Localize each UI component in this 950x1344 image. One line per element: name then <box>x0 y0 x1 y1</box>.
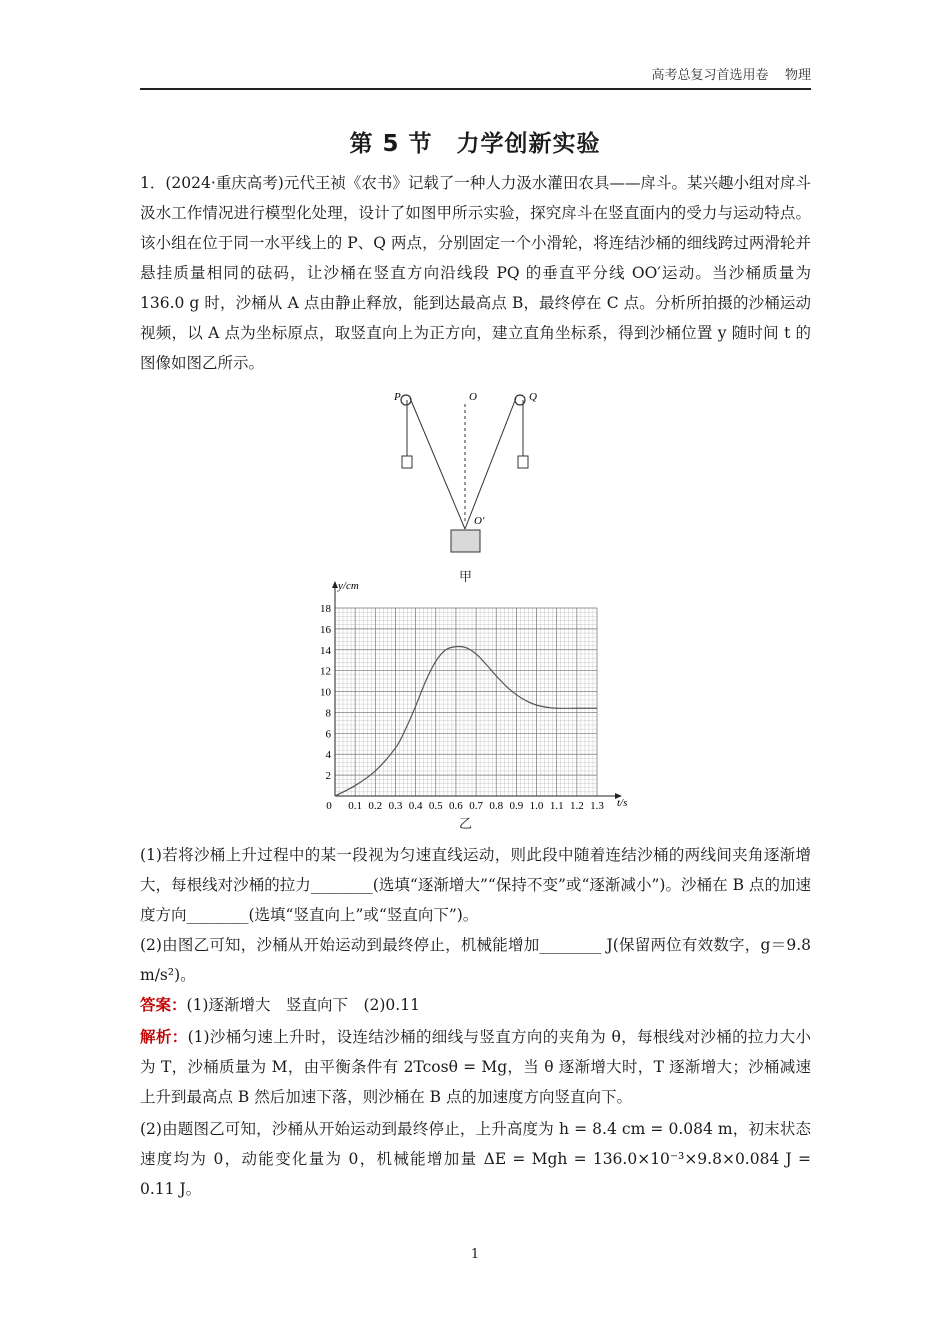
chart-xlabel: t/s <box>617 797 628 809</box>
y-tick-label: 18 <box>320 603 331 615</box>
problem-intro: 1．(2024·重庆高考)元代王祯《农书》记载了一种人力汲水灌田农具——戽斗。某兴趣小组对戽斗汲水工作情况进行模型化处理，设计了如图甲所示实验，探究戽斗在竖直面内的受力与运动特点。该小组在位于同一水平线上的 P、Q 两点，分别固定一个小滑轮，将连结沙桶的细线跨过两滑轮并悬挂质量相同的砝码，让沙桶在竖直方向沿线段 PQ 的垂直平分线 OO′运动。当沙桶质量为 136.0 g 时，沙桶从 A 点由静止释放，能到达最高点 B，最终停在 C 点。分析所拍摄的沙桶运动视频，以 A 点为坐标原点，取竖直向上为正方向，建立直角坐标系，得到沙桶位置 y 随时间 t 的图像如图乙所示。 <box>140 174 811 372</box>
x-tick-label: 0.7 <box>469 800 483 812</box>
analysis-1 <box>140 1022 811 1112</box>
x-tick-label: 0.8 <box>489 800 504 812</box>
section-title <box>0 125 950 158</box>
chart-grid-major <box>335 608 597 796</box>
x-tick-label: 1.1 <box>549 800 564 812</box>
label-o: O <box>469 391 477 403</box>
chart-y-ticks <box>320 603 332 782</box>
y-tick-label: 16 <box>320 623 331 636</box>
string-q-bucket <box>465 398 516 529</box>
sand-bucket <box>451 530 480 552</box>
x-tick-label: 0 <box>326 800 332 812</box>
label-p: P <box>394 391 401 403</box>
x-tick-label: 1.2 <box>569 800 584 812</box>
chart-grid-minor <box>335 608 597 796</box>
x-tick-label: 1.3 <box>590 800 604 812</box>
label-q: Q <box>529 391 537 403</box>
string-p-bucket <box>410 398 465 529</box>
x-tick-label: 0.2 <box>368 800 383 812</box>
x-tick-label: 0.1 <box>348 800 363 812</box>
y-tick-label: 6 <box>325 728 331 741</box>
y-tick-label: 4 <box>325 749 331 762</box>
chart-x-ticks <box>326 800 604 812</box>
analysis-2: (2)由题图乙可知，沙桶从开始运动到最终停止，上升高度为 h = 8.4 cm = 0.084 m，初末状态速度均为 0，动能变化量为 0，机械能增加量 ΔE = Mgh = 136.0×10⁻³×9.8×0.084 J = 0.11 J。 <box>140 1120 811 1198</box>
figure-jia <box>380 386 560 586</box>
chart-series-line <box>335 646 597 796</box>
y-tick-label: 14 <box>320 644 331 657</box>
section-title-text: 第 5 节 力学创新实验 <box>349 131 601 157</box>
x-tick-label: 0.4 <box>408 800 423 812</box>
analysis-label: 解析： <box>140 1027 188 1046</box>
y-tick-label: 10 <box>320 686 331 699</box>
y-tick-label: 8 <box>325 707 331 720</box>
pulley-p <box>401 395 411 405</box>
question-2: (2)由图乙可知，沙桶从开始运动到最终停止，机械能增加________ J(保留两位有效数字，g＝9.8 m/s²)。 <box>140 936 811 984</box>
x-tick-label: 0.5 <box>428 800 443 812</box>
weight-q <box>518 456 528 468</box>
question-1: (1)若将沙桶上升过程中的某一段视为匀速直线运动，则此段中随着连结沙桶的两线间夹角逐渐增大，每根线对沙桶的拉力________(选填“逐渐增大”“保持不变”或“逐渐减小”)。沙桶在 B 点的加速度方向________(选填“竖直向上”或“竖直向下”)。 <box>140 846 811 924</box>
weight-p <box>402 456 412 468</box>
figure-jia-caption: 甲 <box>459 570 473 585</box>
analysis-1-text: (1)沙桶匀速上升时，设连结沙桶的细线与竖直方向的夹角为 θ，每根线对沙桶的拉力大小为 T，沙桶质量为 M，由平衡条件有 2Tcosθ = Mg，当 θ 逐渐增大时，T 逐渐增大；沙桶减速上升到最高点 B 然后加速下落，则沙桶在 B 点的加速度方向竖直向下。 <box>140 1028 811 1106</box>
x-tick-label: 0.3 <box>388 800 403 812</box>
page-header <box>140 66 811 90</box>
chart-ylabel: y/cm <box>338 580 359 592</box>
x-tick-label: 1.0 <box>529 800 544 812</box>
label-o-prime: O′ <box>474 515 485 527</box>
header-text: 高考总复习首选用卷 物理 <box>651 68 811 83</box>
figure-yi-chart <box>305 578 645 813</box>
answer-line <box>140 990 811 1020</box>
y-tick-label: 2 <box>325 770 331 783</box>
figure-yi-caption: 乙 <box>459 817 473 832</box>
x-tick-label: 0.6 <box>449 800 463 812</box>
x-tick-label: 0.9 <box>509 800 524 812</box>
y-tick-label: 12 <box>320 665 331 678</box>
answer-label: 答案： <box>140 995 187 1014</box>
page-number: 1 <box>470 1247 480 1262</box>
answer-text: (1)逐渐增大 竖直向下 (2)0.11 <box>186 996 420 1014</box>
